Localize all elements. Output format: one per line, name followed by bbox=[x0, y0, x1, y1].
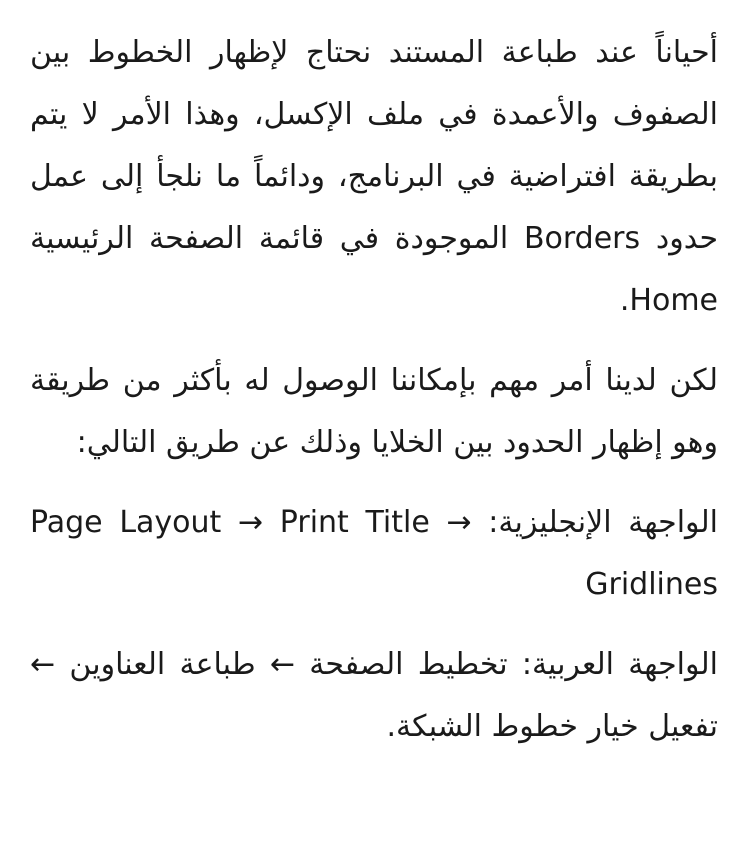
paragraph-gridlines-method: لكن لدينا أمر مهم بإمكاننا الوصول له بأكثر من طريقة وهو إظهار الحدود بين الخلايا وذلك عن طريق التالي: bbox=[30, 363, 718, 460]
english-interface-label: الواجهة الإنجليزية: bbox=[471, 505, 718, 540]
home-term: Home bbox=[629, 283, 718, 318]
paragraph-1-text-end: . bbox=[619, 283, 630, 318]
paragraph-print-gridlines-intro bbox=[30, 22, 718, 332]
paragraph-1-text-middle: الموجودة في قائمة الصفحة الرئيسية bbox=[30, 221, 524, 256]
english-menu-path: Page Layout → Print Title → Gridlines bbox=[30, 505, 718, 602]
paragraph-english-interface bbox=[30, 492, 718, 616]
paragraph-arabic-interface: الواجهة العربية: تخطيط الصفحة ← طباعة العناوين ← تفعيل خيار خطوط الشبكة. bbox=[30, 647, 718, 744]
paragraph-1-text-start: أحياناً عند طباعة المستند نحتاج لإظهار الخطوط بين الصفوف والأعمدة في ملف الإكسل، وهذا الأمر لا يتم بطريقة افتراضية في البرنامج، ودائماً ما نلجأ إلى عمل حدود bbox=[30, 35, 718, 256]
borders-term: Borders bbox=[523, 221, 641, 256]
